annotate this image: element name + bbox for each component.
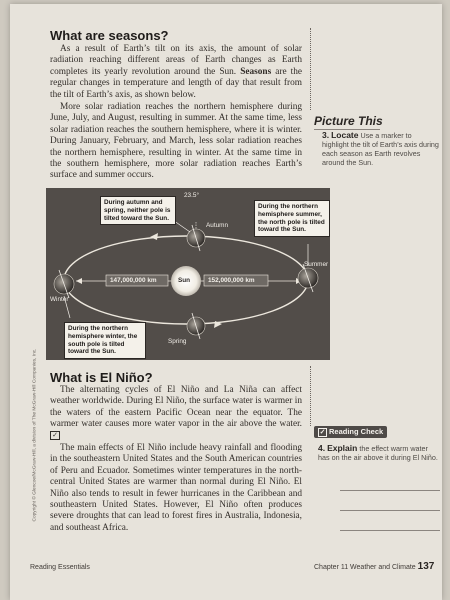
picture-this-question: 3. Locate Use a marker to highlight the tilt of Earth’s axis during each season as Earth revolves around the Sun. xyxy=(322,130,439,167)
distance-label-right: 152,000,000 km xyxy=(208,277,255,284)
workbook-page xyxy=(10,4,442,600)
column-divider-top xyxy=(310,28,311,110)
elnino-paragraph-2: The main effects of El Niño include heavy rainfall and flooding in the southeastern United States and the South American countries of Peru and Ecuador. Sometimes winter temperatures in the north-central United States are warmer than normal during El Niño. El Niño also tends to result in fewer hurricanes in the Caribbean and southeastern United States. However, El Niño often produces severe droughts that can lead to forest fires in Australia, Indonesia, and southeast Africa. xyxy=(50,443,302,533)
sun-label: Sun xyxy=(178,277,191,284)
seasons-term: Seasons xyxy=(240,66,272,77)
caption-northern-summer: During the northern hemisphere summer, the north pole is tilted toward the Sun. xyxy=(254,200,330,237)
reading-check-question: 4. Explain the effect warm water has on the air above it during El Niño. xyxy=(318,443,438,462)
autumn-label: Autumn xyxy=(206,222,229,229)
checkmark-icon: ✓ xyxy=(50,431,60,440)
seasons-paragraph-2: More solar radiation reaches the northern hemisphere during June, July, and August, resulting in summer. At the same time, less solar radiation reaches the southern hemisphere, where it is winter. During January, February, and March, less solar radiation reaches the northern hemisphere, resulting in winter. At the same time in the southern hemisphere, more solar radiation reaches Earth’s surface and summer occurs. xyxy=(50,102,302,181)
answer-line-2[interactable] xyxy=(340,510,440,511)
seasons-heading: What are seasons? xyxy=(50,28,169,43)
spring-label: Spring xyxy=(168,338,187,345)
locate-verb: Locate xyxy=(331,130,359,140)
explain-verb: Explain xyxy=(327,443,358,453)
elnino-heading: What is El Niño? xyxy=(50,370,153,385)
copyright-notice: Copyright © Glencoe/McGraw-Hill, a division of The McGraw-Hill Companies, Inc. xyxy=(32,348,38,522)
tilt-angle-label: 23.5° xyxy=(184,192,199,199)
elnino-paragraph-1: The alternating cycles of El Niño and La Niña can affect weather worldwide. During El Niño, the surface water is warmer in the waters of the eastern Pacific Ocean near the equator. The warmer water causes more water vapor in the air above the water. ✓ xyxy=(50,385,302,439)
reading-check-badge: ✓ Reading Check xyxy=(314,426,387,438)
distance-arrowhead-left xyxy=(76,278,82,284)
seasons-text xyxy=(50,44,302,182)
footer-chapter: Chapter 11 Weather and Climate 137 xyxy=(314,561,435,572)
footer-book-title: Reading Essentials xyxy=(30,564,90,571)
winter-label: Winter xyxy=(50,296,69,303)
elnino-text xyxy=(50,385,302,534)
picture-this-title: Picture This xyxy=(314,114,383,128)
checkbox-icon: ✓ xyxy=(319,429,326,436)
answer-line-3[interactable] xyxy=(340,530,440,531)
answer-line-1[interactable] xyxy=(340,490,440,491)
orbit-arrow-top xyxy=(150,233,158,240)
distance-label-left: 147,000,000 km xyxy=(110,277,157,284)
summer-label: Summer xyxy=(304,261,329,268)
caption-northern-winter: During the northern hemisphere winter, the south pole is tilted toward the Sun. xyxy=(64,322,146,359)
seasons-diagram xyxy=(46,188,330,360)
page-number: 137 xyxy=(417,561,435,572)
column-divider-bottom xyxy=(310,366,311,426)
seasons-paragraph-1: As a result of Earth’s tilt on its axis, the amount of solar radiation reaching different areas of Earth changes as Earth completes its yearly revolution around the Sun. Seasons are the regular changes in temperature and length of day that result from the tilt of Earth’s axis, as shown below. xyxy=(50,44,302,100)
caption-autumn-spring: During autumn and spring, neither pole is tilted toward the Sun. xyxy=(100,196,176,225)
